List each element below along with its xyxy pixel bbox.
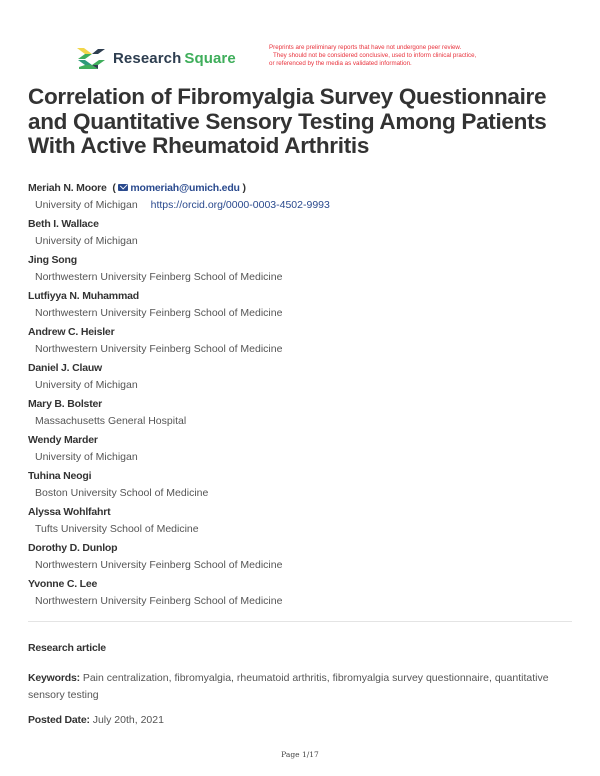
page-number: Page 1/17 (281, 750, 319, 759)
keywords-label: Keywords: (28, 672, 80, 684)
author-entry (28, 216, 588, 252)
author-entry (28, 396, 588, 432)
keywords (28, 670, 558, 704)
author-entry (28, 540, 588, 576)
author-entry (28, 360, 588, 396)
author-entry (28, 252, 588, 288)
author-name: Meriah N. Moore (28, 182, 107, 194)
article-type: Research article (28, 642, 106, 654)
logo-word-research: Research (113, 49, 182, 67)
envelope-icon (118, 184, 128, 191)
orcid-link[interactable]: https://orcid.org/0000-0003-4502-9993 (150, 199, 330, 211)
author-name: Wendy Marder (28, 434, 98, 446)
author-name: Alyssa Wohlfahrt (28, 506, 111, 518)
author-affiliation: University of Michigan (35, 451, 138, 463)
author-affiliation: Northwestern University Feinberg School of Medicine (35, 559, 283, 571)
author-affiliation: Massachusetts General Hospital (35, 415, 187, 427)
author-name: Jing Song (28, 254, 77, 266)
posted-date (28, 714, 164, 726)
section-divider (28, 621, 572, 622)
posted-date-value: July 20th, 2021 (92, 714, 164, 726)
author-affiliation: University of Michigan (35, 199, 138, 211)
email-open-paren: ( (112, 182, 116, 194)
research-square-logo[interactable] (76, 46, 236, 70)
header (76, 44, 556, 78)
author-entry (28, 324, 588, 360)
author-entry (28, 576, 588, 612)
logo-text (113, 50, 236, 67)
author-affiliation: Northwestern University Feinberg School of Medicine (35, 595, 283, 607)
disclaimer-line: or referenced by the media as validated information. (269, 60, 412, 67)
author-name: Mary B. Bolster (28, 398, 103, 410)
preprint-disclaimer (269, 44, 559, 68)
author-entry (28, 468, 588, 504)
author-affiliation: Northwestern University Feinberg School of Medicine (35, 307, 283, 319)
author-name: Beth I. Wallace (28, 218, 99, 230)
research-square-logo-icon (76, 46, 106, 70)
paper-title: Correlation of Fibromyalgia Survey Questionnaire and Quantitative Sensory Testing Among Patients With Active Rheumatoid Arthritis (28, 84, 547, 158)
email-close-paren: ) (242, 182, 246, 194)
author-affiliation: Tufts University School of Medicine (35, 523, 199, 535)
author-affiliation: University of Michigan (35, 235, 138, 247)
author-name: Lutfiyya N. Muhammad (28, 290, 139, 302)
author-list (28, 180, 588, 612)
author-name: Tuhina Neogi (28, 470, 92, 482)
disclaimer-line: They should not be considered conclusive, used to inform clinical practice, (273, 52, 477, 59)
author-entry (28, 504, 588, 540)
author-name: Dorothy D. Dunlop (28, 542, 118, 554)
author-affiliation: Northwestern University Feinberg School of Medicine (35, 271, 283, 283)
disclaimer-line: Preprints are preliminary reports that have not undergone peer review. (269, 44, 462, 51)
author-name: Andrew C. Heisler (28, 326, 115, 338)
author-entry (28, 288, 588, 324)
keywords-text: Pain centralization, fibromyalgia, rheumatoid arthritis, fibromyalgia survey questionnaire, quantitative sensory testing (28, 672, 549, 701)
author-entry (28, 180, 588, 216)
author-affiliation: Boston University School of Medicine (35, 487, 209, 499)
author-name: Yvonne C. Lee (28, 578, 98, 590)
author-email-link[interactable] (118, 182, 239, 194)
author-entry (28, 432, 588, 468)
author-affiliation: University of Michigan (35, 379, 138, 391)
author-name: Daniel J. Clauw (28, 362, 103, 374)
posted-date-label: Posted Date: (28, 714, 90, 726)
author-email: momeriah@umich.edu (130, 182, 240, 194)
author-affiliation: Northwestern University Feinberg School of Medicine (35, 343, 283, 355)
logo-word-square: Square (184, 49, 236, 67)
